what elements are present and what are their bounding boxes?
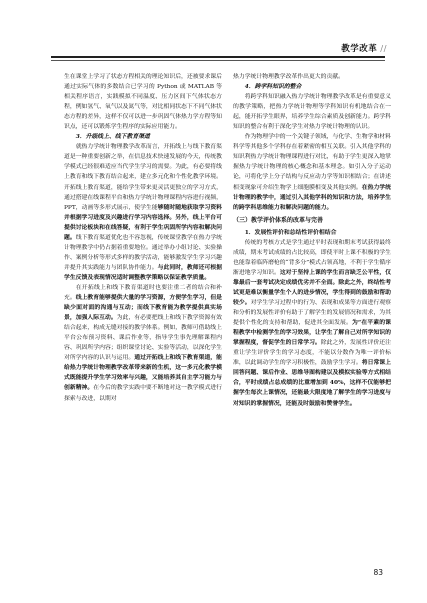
left-paragraph-1: 生在课堂上学习了状态方程相关的理论知识后，还被要求课后通过实际气体的多数结合已学习的 Python 或 MATLAB 等相关程序语言，实践模拟不同温度、压力区间下气体状态方程，例如氢气、氧气以及氮气等，对比相同状态下不同气体状态方程的差异，这样不仅可以进一步巩固气体热力学方程等知识点，还可以锻炼学生程序的实际应用能力。 bbox=[64, 74, 222, 131]
right-paragraph-2: 将跨学科知识融入热力学统计物理教学改革是有重要意义的教学策略，把热力学统计物理等学科知识有机地结合在一起，能开拓学生眼界，培养学生综合素质及创新能力。跨学科知识的整合有利于深化学生对热力学统计物理的认识。 bbox=[233, 94, 391, 131]
left-p3-d: 通过开拓线上和线下教育渠道，能给热力学统计物理教学改革带来新的生机，这一多元化教学模式既能提升学生学习效率与兴趣，又能培养其自主学习能力与创新精神。 bbox=[64, 355, 223, 392]
left-p3-b: 线上教育能够提供大量的学习资源，方便学生学习，但是缺少面对面的沟通与互动；而线下教育能为教学提供真实场景，加强人际互动。 bbox=[64, 295, 223, 322]
right-paragraph-3 bbox=[233, 132, 391, 212]
right-paragraph-1: 热力学统计物理教学改革作出更大的贡献。 bbox=[233, 74, 345, 80]
right-p3-a: 作为物理学中的一个关键子领域，与化学、生物学和材料科学等其他多个学科存在着紧密的相互关联。引入其他学科的知识利热力学统计物理课程进行对比，有助于学生更深入地掌握热力学统计物理的核心概念和基本理念。如引入分子运动论，可将化学上分子结构与反应动力学等知识相结合；在讲述相变现象可介绍生物学上细胞膜相变及其他实例。 bbox=[233, 134, 391, 191]
left-p2-b: 够随时随地获取学习资料并根据学习进度及兴趣进行学习内容选择。另外，线上平台可提供讨论板块和在线答疑，有利于学生巩固所学内容和解决问题。 bbox=[64, 204, 223, 241]
right-paragraph-4 bbox=[233, 238, 391, 409]
header-rule-thick bbox=[51, 56, 385, 58]
left-p3-c: 为此，有必要把线上和线下教学资源有效结合起来，构成无缝对接的教学体系。例如，教师可借助线上平台公布预习资料、课后作业等，指导学生事先理解课程内容、巩固所学内容；组织课堂讨论、实验等活动，以深化学生对所学内容的认识与运用。 bbox=[64, 315, 223, 362]
left-paragraph-3 bbox=[64, 283, 222, 404]
left-p2-d: 与此同时，教师还可根据学生反馈及表现情况适时调整教学策略以保证教学质量。 bbox=[64, 264, 223, 281]
left-p3-e: 在今后的教学实践中要不断地对这一教学模式进行探索与改进，以期对 bbox=[64, 385, 223, 402]
left-p2-c: 线下教育渠道优化也不容忽视，传统课堂教学在热力学统计物理教学中仍占据着重要地位。通过举办小组讨论、实验操作、案例分析等形式多样的教学活动，能够激发学生学习兴趣并提升其实践能力与团队协作能力。 bbox=[64, 234, 223, 271]
right-p4-d: 为“在平素的课程教学中检测学生的学习效果，让学生了解自己对所学知识的掌握程度，督促学生的日常学习。 bbox=[233, 320, 391, 347]
right-p4-f: 将日常课上回答问题、课后作业、思维导图构建以及模拟实验等方式相结合，平时成绩占总成绩的比重增加到 40%，这样不仅能够把握学生每次上课情况，还能最大限度地了解学生的学习进度与对知识的掌握情况，还能及时鼓励和赞誉学生。 bbox=[233, 360, 392, 407]
right-p4-a: 传统的考核方式是学生通过平时表现和期末考试获得最终成绩，期末考试成绩的占比较高，即使平时上课不积极的学生也能靠着临阵磨枪的“背多分”模式占领高地，不利于学生循序渐进地学习知识。 bbox=[233, 239, 391, 276]
page-number: 83 bbox=[373, 568, 383, 577]
left-paragraph-2 bbox=[64, 142, 222, 283]
section-title: 教学改革 bbox=[341, 44, 378, 54]
right-column bbox=[233, 72, 391, 409]
right-p4-b: 这对于坚持上课的学生而言缺乏公平性，仅靠最后一套考试决定成绩优劣并不全面。除此之外，终结性考试更是难以衡量学生个人的进步情况，学生得到的鼓励和帮助较少。 bbox=[233, 269, 392, 307]
right-subheading-4: 4．跨学科知识的整合 bbox=[244, 84, 302, 91]
section-header bbox=[341, 42, 387, 54]
left-p3-a: 在开拓线上和线下教育渠道时也要注重二者的结合和补充。 bbox=[64, 284, 222, 302]
left-subheading: 3．升级线上、线下教育渠道 bbox=[75, 134, 150, 141]
right-section-heading: （三）教学评价体系的改革与完善 bbox=[233, 216, 324, 224]
right-subheading-1: 1．发展性评价和总结性评价相结合 bbox=[244, 229, 337, 236]
left-p2-a: 就热力学统计物理教学改革而言，开拓线上与线下教育渠道是一种重要创新之举，在信息技术快速发展的今天，传统教学模式已经很难适应当代学生学习的需要。为此，有必要将线上教育和线下教育结合起来，建立多元化和个性化教学环境。开拓线上教育渠道，能给学生带来更灵活更独立的学习方式，通过搭建在线课程平台和热力学统计物理课程内容进行视频，PPT，动画等多形式展示，使学生能 bbox=[64, 144, 222, 211]
header-slashes: // bbox=[380, 44, 387, 54]
header-rule-thin bbox=[51, 60, 385, 61]
left-column bbox=[64, 72, 222, 404]
right-p4-e: 除此之外，发展性评价还注重让学生评价学生的学习态度，不能以分数作为唯一评价标准，以此调动学生的学习积极性，鼓励学生学习。 bbox=[233, 340, 391, 367]
right-p3-b: 在热力学统计物理的教学中，通过引入其他学科的知识和方法，培养学生的跨学科思维能力和解决问题的能力。 bbox=[233, 184, 392, 211]
right-p4-c: 对学生学习过程中的行为、表现和成果等方面进行观察和分析的发展性评价有助于了解学生的发展情况和需求，为其提供个性化的支持和帮助，促进其全面发展。 bbox=[233, 300, 392, 327]
